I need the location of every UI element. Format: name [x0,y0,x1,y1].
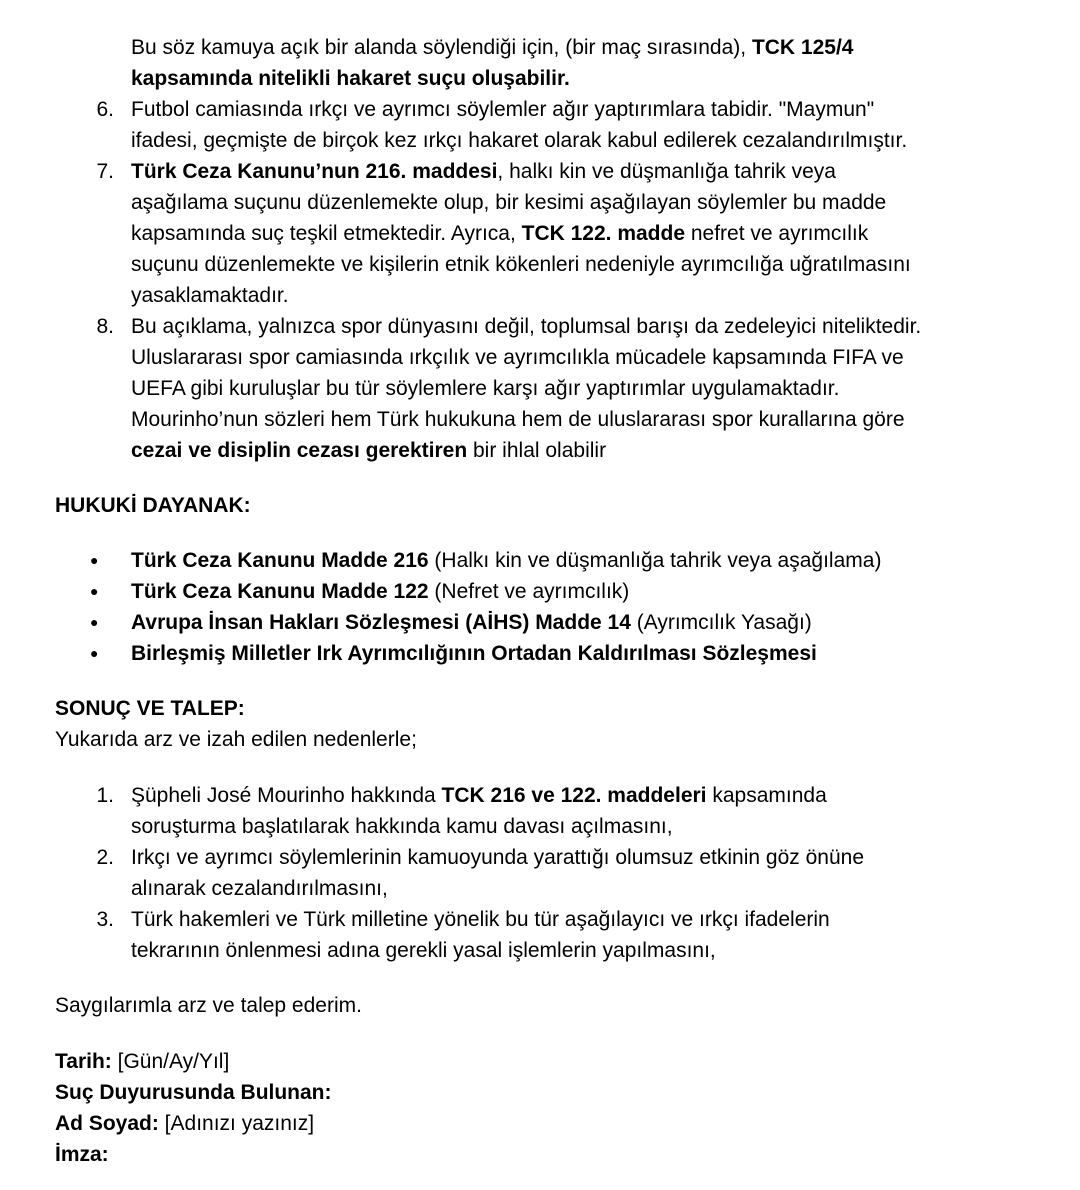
bold-text: kapsamında nitelikli hakaret suçu oluşabilir. [131,67,570,90]
text-fragment: Şüpheli José Mourinho hakkında [131,784,442,807]
intro-text: Yukarıda arz ve izah edilen nedenlerle; [55,728,417,751]
signature-label: İmza: [55,1143,109,1166]
text-fragment: Irkçı ve ayrımcı söylemlerinin kamuoyunda yarattığı olumsuz etkinin göz önüne [131,846,865,869]
text-fragment: aşağılama suçunu düzenlemekte olup, bir kesimi aşağılayan söylemler bu madde [131,191,887,214]
bullet-icon: ● [90,614,99,630]
request-text [131,873,388,904]
text-fragment: kapsamında [706,784,827,807]
date-label: Tarih: [55,1050,112,1073]
bold-text: cezai ve disiplin cezası gerektiren [131,439,468,462]
bold-text: TCK 216 ve 122. maddeleri [441,784,707,807]
list-item-text [131,218,868,249]
list-item-text [131,156,836,187]
bold-text: Birleşmiş Milletler Irk Ayrımcılığının Ortadan Kaldırılması Sözleşmesi [131,642,817,665]
text-fragment: (Halkı kin ve düşmanlığa tahrik veya aşağılama) [428,549,882,572]
bold-text: Avrupa İnsan Hakları Sözleşmesi (AİHS) Madde 14 [131,611,631,634]
text-fragment: Mourinho’nun sözleri hem Türk hukukuna hem de uluslararası spor kurallarına göre [131,408,905,431]
bullet-icon: ● [90,583,99,599]
text-fragment: soruşturma başlatılarak hakkında kamu davası açılmasını, [131,815,673,838]
continuation-text [131,63,570,94]
bold-text: TCK 125/4 [751,36,854,59]
list-number: 3. [96,908,114,931]
date-field [55,1046,229,1077]
list-item-text [131,342,904,373]
text-fragment: ifadesi, geçmişte de birçok kez ırkçı hakaret olarak kabul edilerek cezalandırılmıştır. [131,129,908,152]
request-text [131,842,864,873]
list-number: 7. [96,160,114,183]
text-fragment: Uluslararası spor camiasında ırkçılık ve ayrımcılıkla mücadele kapsamında FIFA ve [131,346,904,369]
name-field [55,1108,314,1139]
legal-basis-text [131,638,817,669]
date-value: [Gün/Ay/Yıl] [111,1050,230,1073]
list-item-text [131,94,874,125]
list-item-text [131,249,911,280]
text-fragment: Futbol camiasında ırkçı ve ayrımcı söylemler ağır yaptırımlara tabidir. "Maymun" [131,98,875,121]
list-item-text [131,373,839,404]
list-item-text [131,311,921,342]
list-item-text [131,404,905,435]
text-fragment: suçunu düzenlemekte ve kişilerin etnik kökenleri nedeniyle ayrımcılığa uğratılmasını [131,253,911,276]
bullet-icon: ● [90,645,99,661]
text-fragment: (Nefret ve ayrımcılık) [428,580,630,603]
request-text [131,935,716,966]
text-fragment: tekrarının önlenmesi adına gerekli yasal işlemlerin yapılmasını, [131,939,716,962]
continuation-text [131,32,853,63]
text-fragment: kapsamında suç teşkil etmektedir. Ayrıca, [131,222,522,245]
list-item-text [131,435,606,466]
list-number: 8. [96,315,114,338]
legal-basis-text [131,576,629,607]
closing-text: Saygılarımla arz ve talep ederim. [55,994,362,1017]
legal-basis-text [131,607,812,638]
list-item-text [131,187,886,218]
text-fragment: alınarak cezalandırılmasını, [131,877,388,900]
bold-text: Türk Ceza Kanunu’nun 216. maddesi [131,160,498,183]
complainant-label: Suç Duyurusunda Bulunan: [55,1081,332,1104]
text-fragment: Türk hakemleri ve Türk milletine yönelik bu tür aşağılayıcı ve ırkçı ifadelerin [131,908,830,931]
text-fragment: yasaklamaktadır. [131,284,289,307]
list-item-text [131,125,907,156]
name-value: [Adınızı yazınız] [158,1112,315,1135]
list-number: 2. [96,846,114,869]
text-fragment: nefret ve ayrımcılık [685,222,869,245]
request-text [131,904,830,935]
text-fragment: , halkı kin ve düşmanlığa tahrik veya [497,160,836,183]
list-number: 6. [96,98,114,121]
text-fragment: Bu açıklama, yalnızca spor dünyasını değil, toplumsal barışı da zedeleyici niteliktedir. [131,315,922,338]
list-number: 1. [96,784,114,807]
list-item-text [131,280,289,311]
request-text [131,811,673,842]
bullet-icon: ● [90,552,99,568]
name-label: Ad Soyad: [55,1112,159,1135]
section-heading: SONUÇ VE TALEP: [55,697,245,720]
text-fragment: Bu söz kamuya açık bir alanda söylendiği için, (bir maç sırasında), [131,36,752,59]
bold-text: Türk Ceza Kanunu Madde 216 [131,549,429,572]
text-fragment: bir ihlal olabilir [467,439,607,462]
bold-text: Türk Ceza Kanunu Madde 122 [131,580,429,603]
text-fragment: (Ayrımcılık Yasağı) [630,611,812,634]
bold-text: TCK 122. madde [521,222,686,245]
text-fragment: UEFA gibi kuruluşlar bu tür söylemlere karşı ağır yaptırımlar uygulamaktadır. [131,377,840,400]
request-text [131,780,827,811]
legal-basis-text [131,545,881,576]
section-heading: HUKUKİ DAYANAK: [55,494,251,517]
